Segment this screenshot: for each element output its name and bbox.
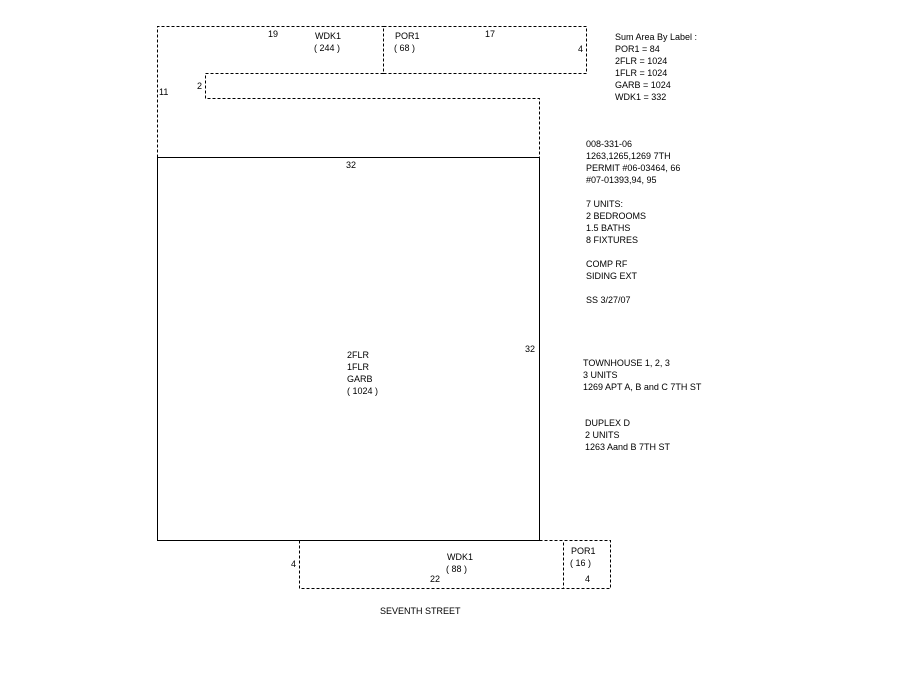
parcel-address: 1263,1265,1269 7TH xyxy=(586,151,671,161)
bottom-deck-label: WDK1 xyxy=(447,552,474,562)
parcel-permit: PERMIT #06-03464, 66 xyxy=(586,163,681,173)
top-deck-dim-step: 2 xyxy=(197,81,203,91)
legend-item: POR1 = 84 xyxy=(615,44,660,54)
top-porch-label: POR1 xyxy=(395,31,420,41)
note-line: 2 UNITS xyxy=(585,430,620,440)
top-deck-label: WDK1 xyxy=(315,31,342,41)
top-porch-dim-right: 4 xyxy=(578,44,584,54)
note-line: TOWNHOUSE 1, 2, 3 xyxy=(583,358,670,368)
construction-notes xyxy=(586,259,638,281)
bottom-deck-dim-bottom: 22 xyxy=(430,574,441,584)
bottom-porch-dim-bottom: 4 xyxy=(585,574,591,584)
top-porch-dim-top: 17 xyxy=(485,29,496,39)
main-label-1flr: 1FLR xyxy=(347,362,370,372)
note-line: 8 FIXTURES xyxy=(586,235,639,245)
bottom-porch-area: ( 16 ) xyxy=(570,558,592,568)
main-dim-top: 32 xyxy=(346,160,357,170)
main-label-2flr: 2FLR xyxy=(347,350,370,360)
note-line: 7 UNITS: xyxy=(586,199,624,209)
top-deck-outline-upper xyxy=(158,27,384,158)
note-line: 1263 Aand B 7TH ST xyxy=(585,442,671,452)
bottom-porch-label: POR1 xyxy=(571,546,596,556)
area-legend xyxy=(615,32,697,102)
top-deck-outline-lower xyxy=(206,74,540,158)
top-deck-area: ( 244 ) xyxy=(314,43,341,53)
note-line: DUPLEX D xyxy=(585,418,631,428)
duplex-notes xyxy=(585,418,671,452)
main-label-garb: GARB xyxy=(347,374,373,384)
note-line: SIDING EXT xyxy=(586,271,638,281)
legend-item: 2FLR = 1024 xyxy=(615,56,668,66)
main-dim-right: 32 xyxy=(525,344,536,354)
top-deck-dim-top: 19 xyxy=(268,29,279,39)
unit-notes xyxy=(586,199,646,245)
top-porch-area: ( 68 ) xyxy=(394,43,416,53)
legend-item: 1FLR = 1024 xyxy=(615,68,668,78)
street-name: SEVENTH STREET xyxy=(380,606,461,616)
bottom-deck-area: ( 88 ) xyxy=(446,564,468,574)
note-line: COMP RF xyxy=(586,259,628,269)
note-line: 1269 APT A, B and C 7TH ST xyxy=(583,382,702,392)
main-building-outline xyxy=(158,158,540,541)
note-line: 3 UNITS xyxy=(583,370,618,380)
bottom-deck-dim-left: 4 xyxy=(291,559,297,569)
note-line: 2 BEDROOMS xyxy=(586,211,647,221)
legend-item: WDK1 = 332 xyxy=(615,92,667,102)
legend-item: GARB = 1024 xyxy=(615,80,671,90)
top-deck-dim-left: 11 xyxy=(159,87,169,97)
townhouse-notes xyxy=(583,358,702,392)
parcel-number: 008-331-06 xyxy=(586,139,633,149)
parcel-permit-2: #07-01393,94, 95 xyxy=(586,175,657,185)
main-area-value: ( 1024 ) xyxy=(347,386,379,396)
legend-title: Sum Area By Label : xyxy=(615,32,698,42)
parcel-notes xyxy=(586,139,680,185)
note-line: 1.5 BATHS xyxy=(586,223,631,233)
inspector-note: SS 3/27/07 xyxy=(586,295,631,305)
